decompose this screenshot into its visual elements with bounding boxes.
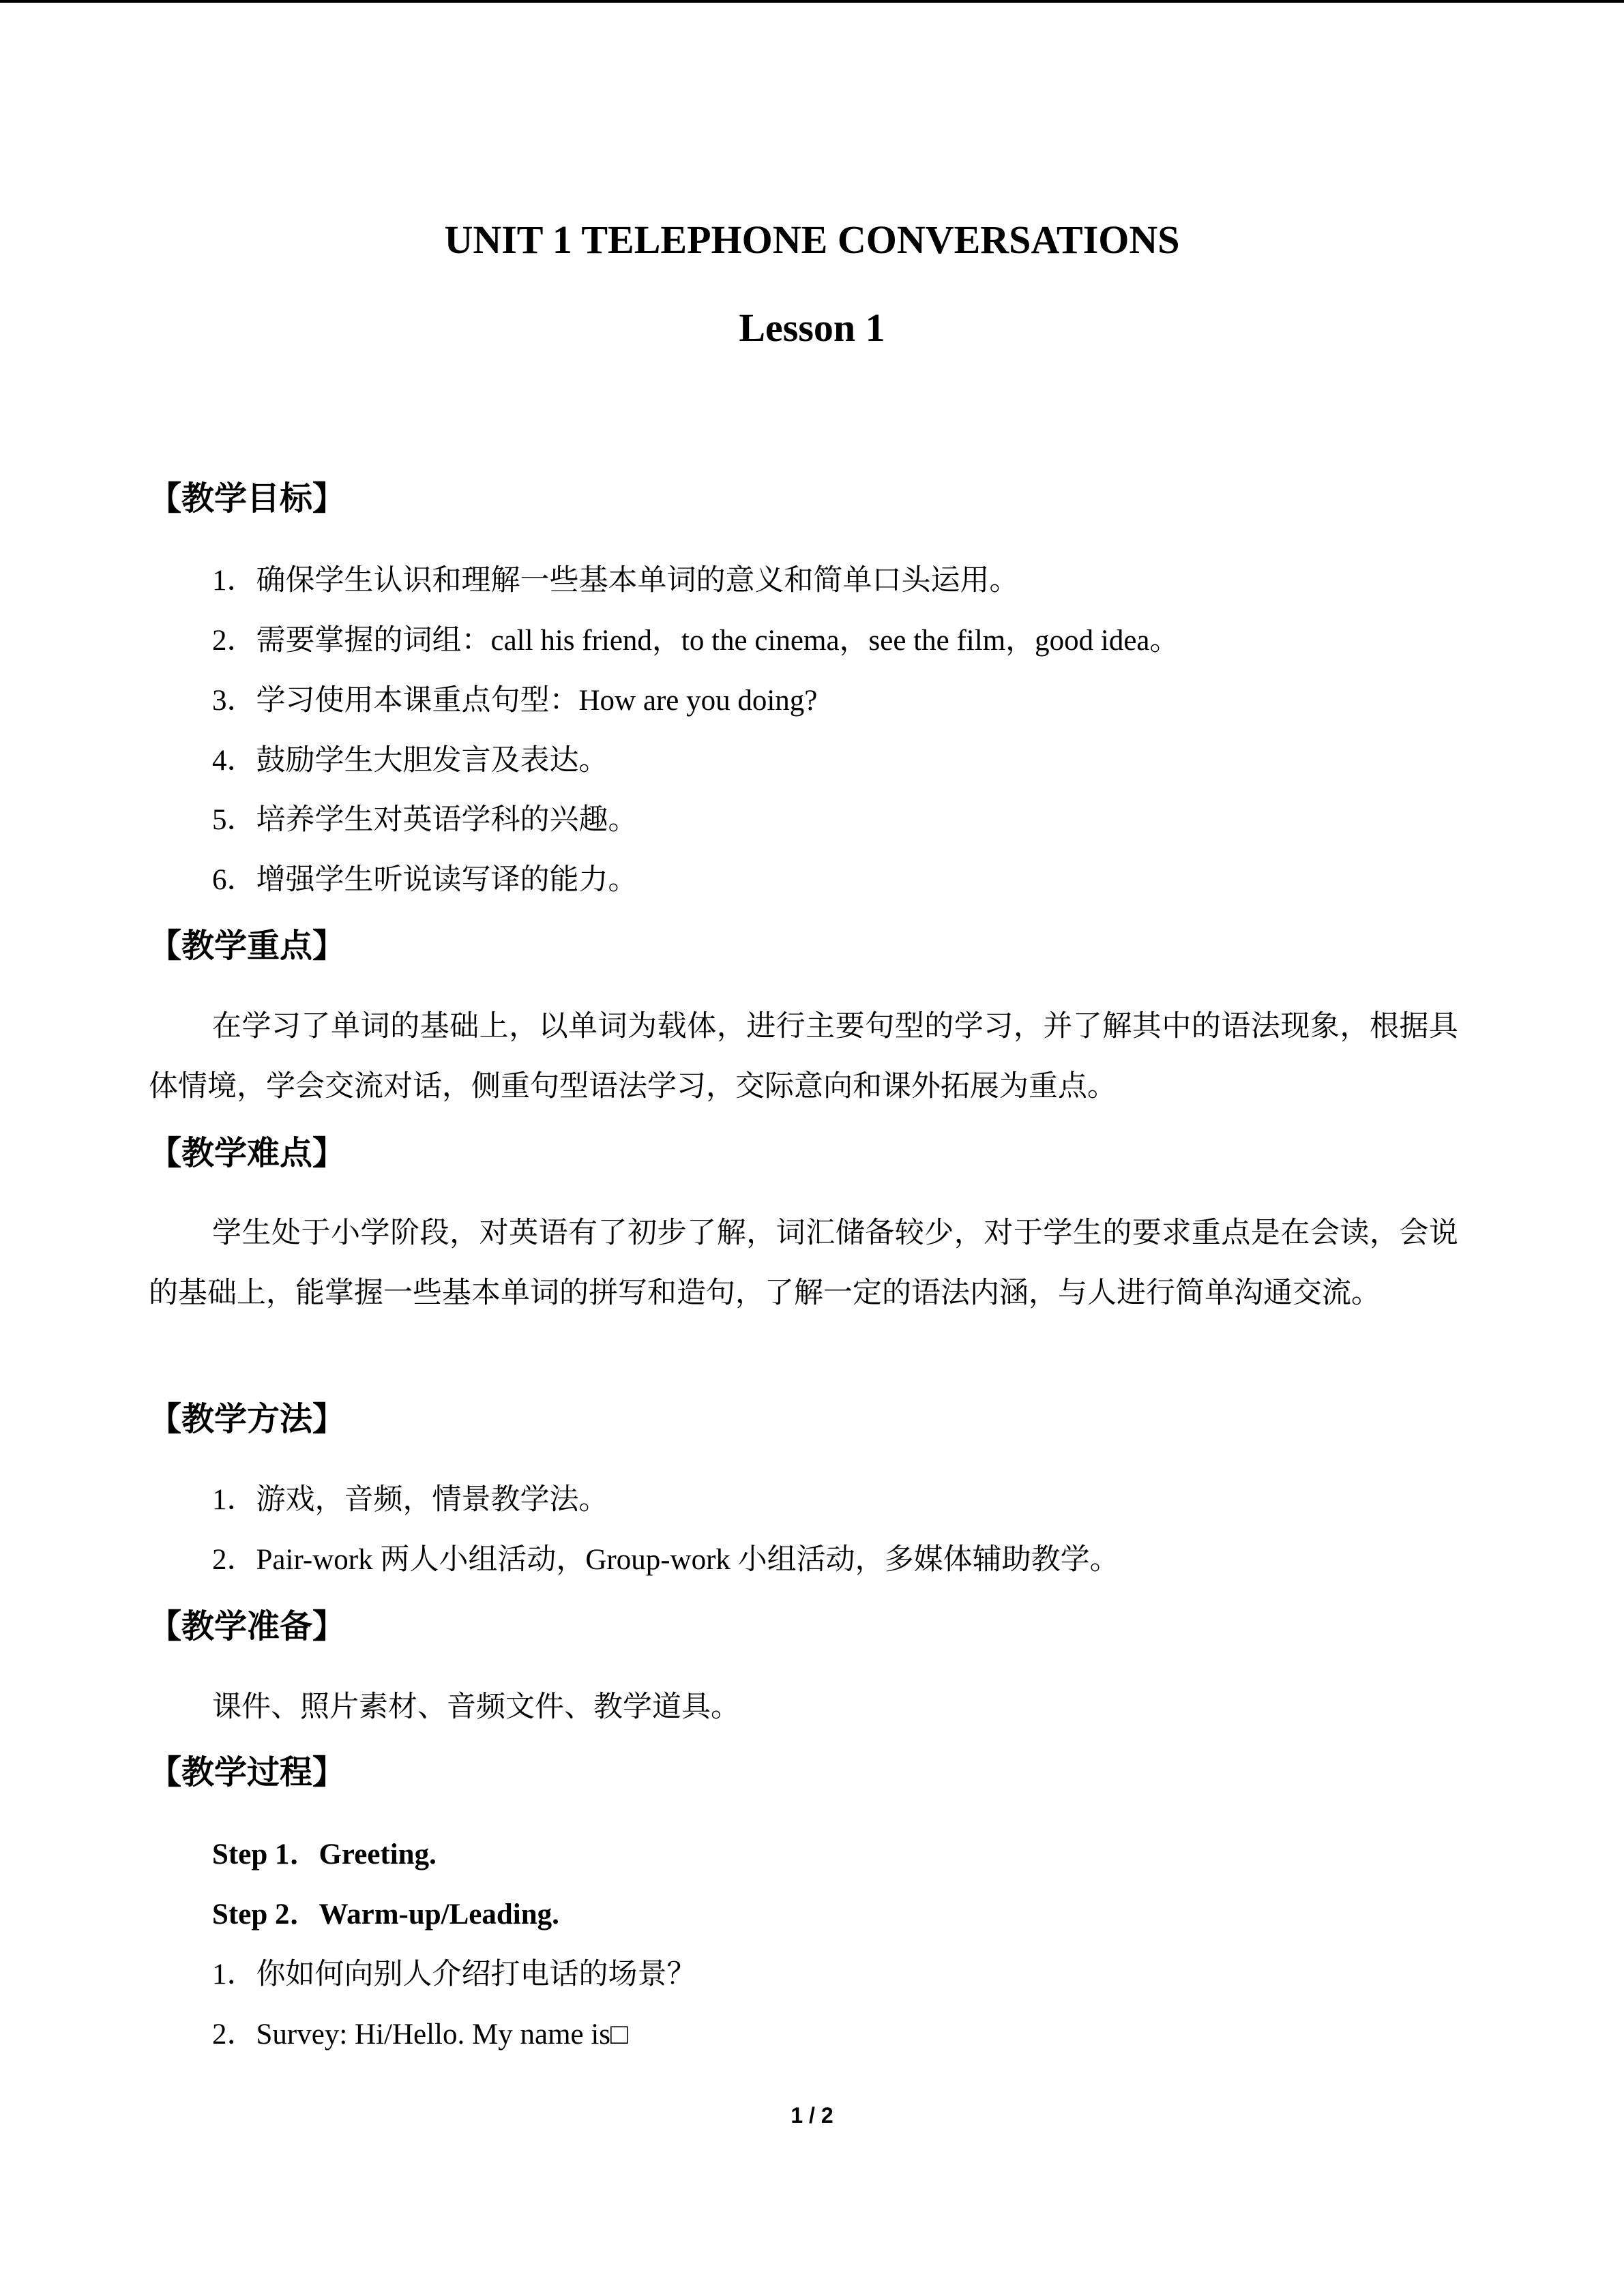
- objective-item-2: 2．需要掌握的词组：call his friend，to the cinema，see the film，good idea。: [212, 625, 1179, 657]
- document-subtitle: Lesson 1: [739, 305, 885, 350]
- objective-item-3: 3．学习使用本课重点句型：How are you doing?: [212, 685, 818, 717]
- process-item-2: 2．Survey: Hi/Hello. My name is□: [212, 2018, 628, 2051]
- method-item-1: 1．游戏，音频，情景教学法。: [212, 1484, 608, 1516]
- section-heading-key-points: 【教学重点】: [149, 927, 346, 965]
- section-heading-preparation: 【教学准备】: [149, 1607, 346, 1645]
- objective-item-5: 5．培养学生对英语学科的兴趣。: [212, 804, 638, 836]
- preparation-text: 课件、照片素材、音频文件、教学道具。: [212, 1691, 740, 1723]
- process-item-1: 1．你如何向别人介绍打电话的场景？: [212, 1958, 696, 1991]
- page-number: 1 / 2: [791, 2103, 833, 2128]
- difficulties-paragraph: 学生处于小学阶段，对英语有了初步了解，词汇储备较少，对于学生的要求重点是在会读，会说的基础上，能掌握一些基本单词的拼写和造句，了解一定的语法内涵，与人进行简单沟通交流。: [149, 1217, 1458, 1309]
- section-heading-difficulties: 【教学难点】: [149, 1134, 346, 1172]
- objective-item-4: 4．鼓励学生大胆发言及表达。: [212, 745, 608, 777]
- method-item-2: 2．Pair-work 两人小组活动，Group-work 小组活动，多媒体辅助教学。: [212, 1544, 1119, 1576]
- document-title: UNIT 1 TELEPHONE CONVERSATIONS: [444, 218, 1180, 262]
- objective-item-1: 1．确保学生认识和理解一些基本单词的意义和简单口头运用。: [212, 565, 1019, 597]
- section-heading-methods: 【教学方法】: [149, 1400, 346, 1438]
- key-points-paragraph: 在学习了单词的基础上，以单词为载体，进行主要句型的学习，并了解其中的语法现象，根据具体情境，学会交流对话，侧重句型语法学习，交际意向和课外拓展为重点。: [149, 1011, 1458, 1103]
- section-heading-objectives: 【教学目标】: [149, 479, 346, 518]
- objective-item-6: 6．增强学生听说读写译的能力。: [212, 864, 638, 896]
- section-heading-process: 【教学过程】: [149, 1753, 346, 1791]
- process-step-1: Step 1．Greeting.: [212, 1838, 437, 1870]
- process-step-2: Step 2．Warm-up/Leading.: [212, 1898, 559, 1930]
